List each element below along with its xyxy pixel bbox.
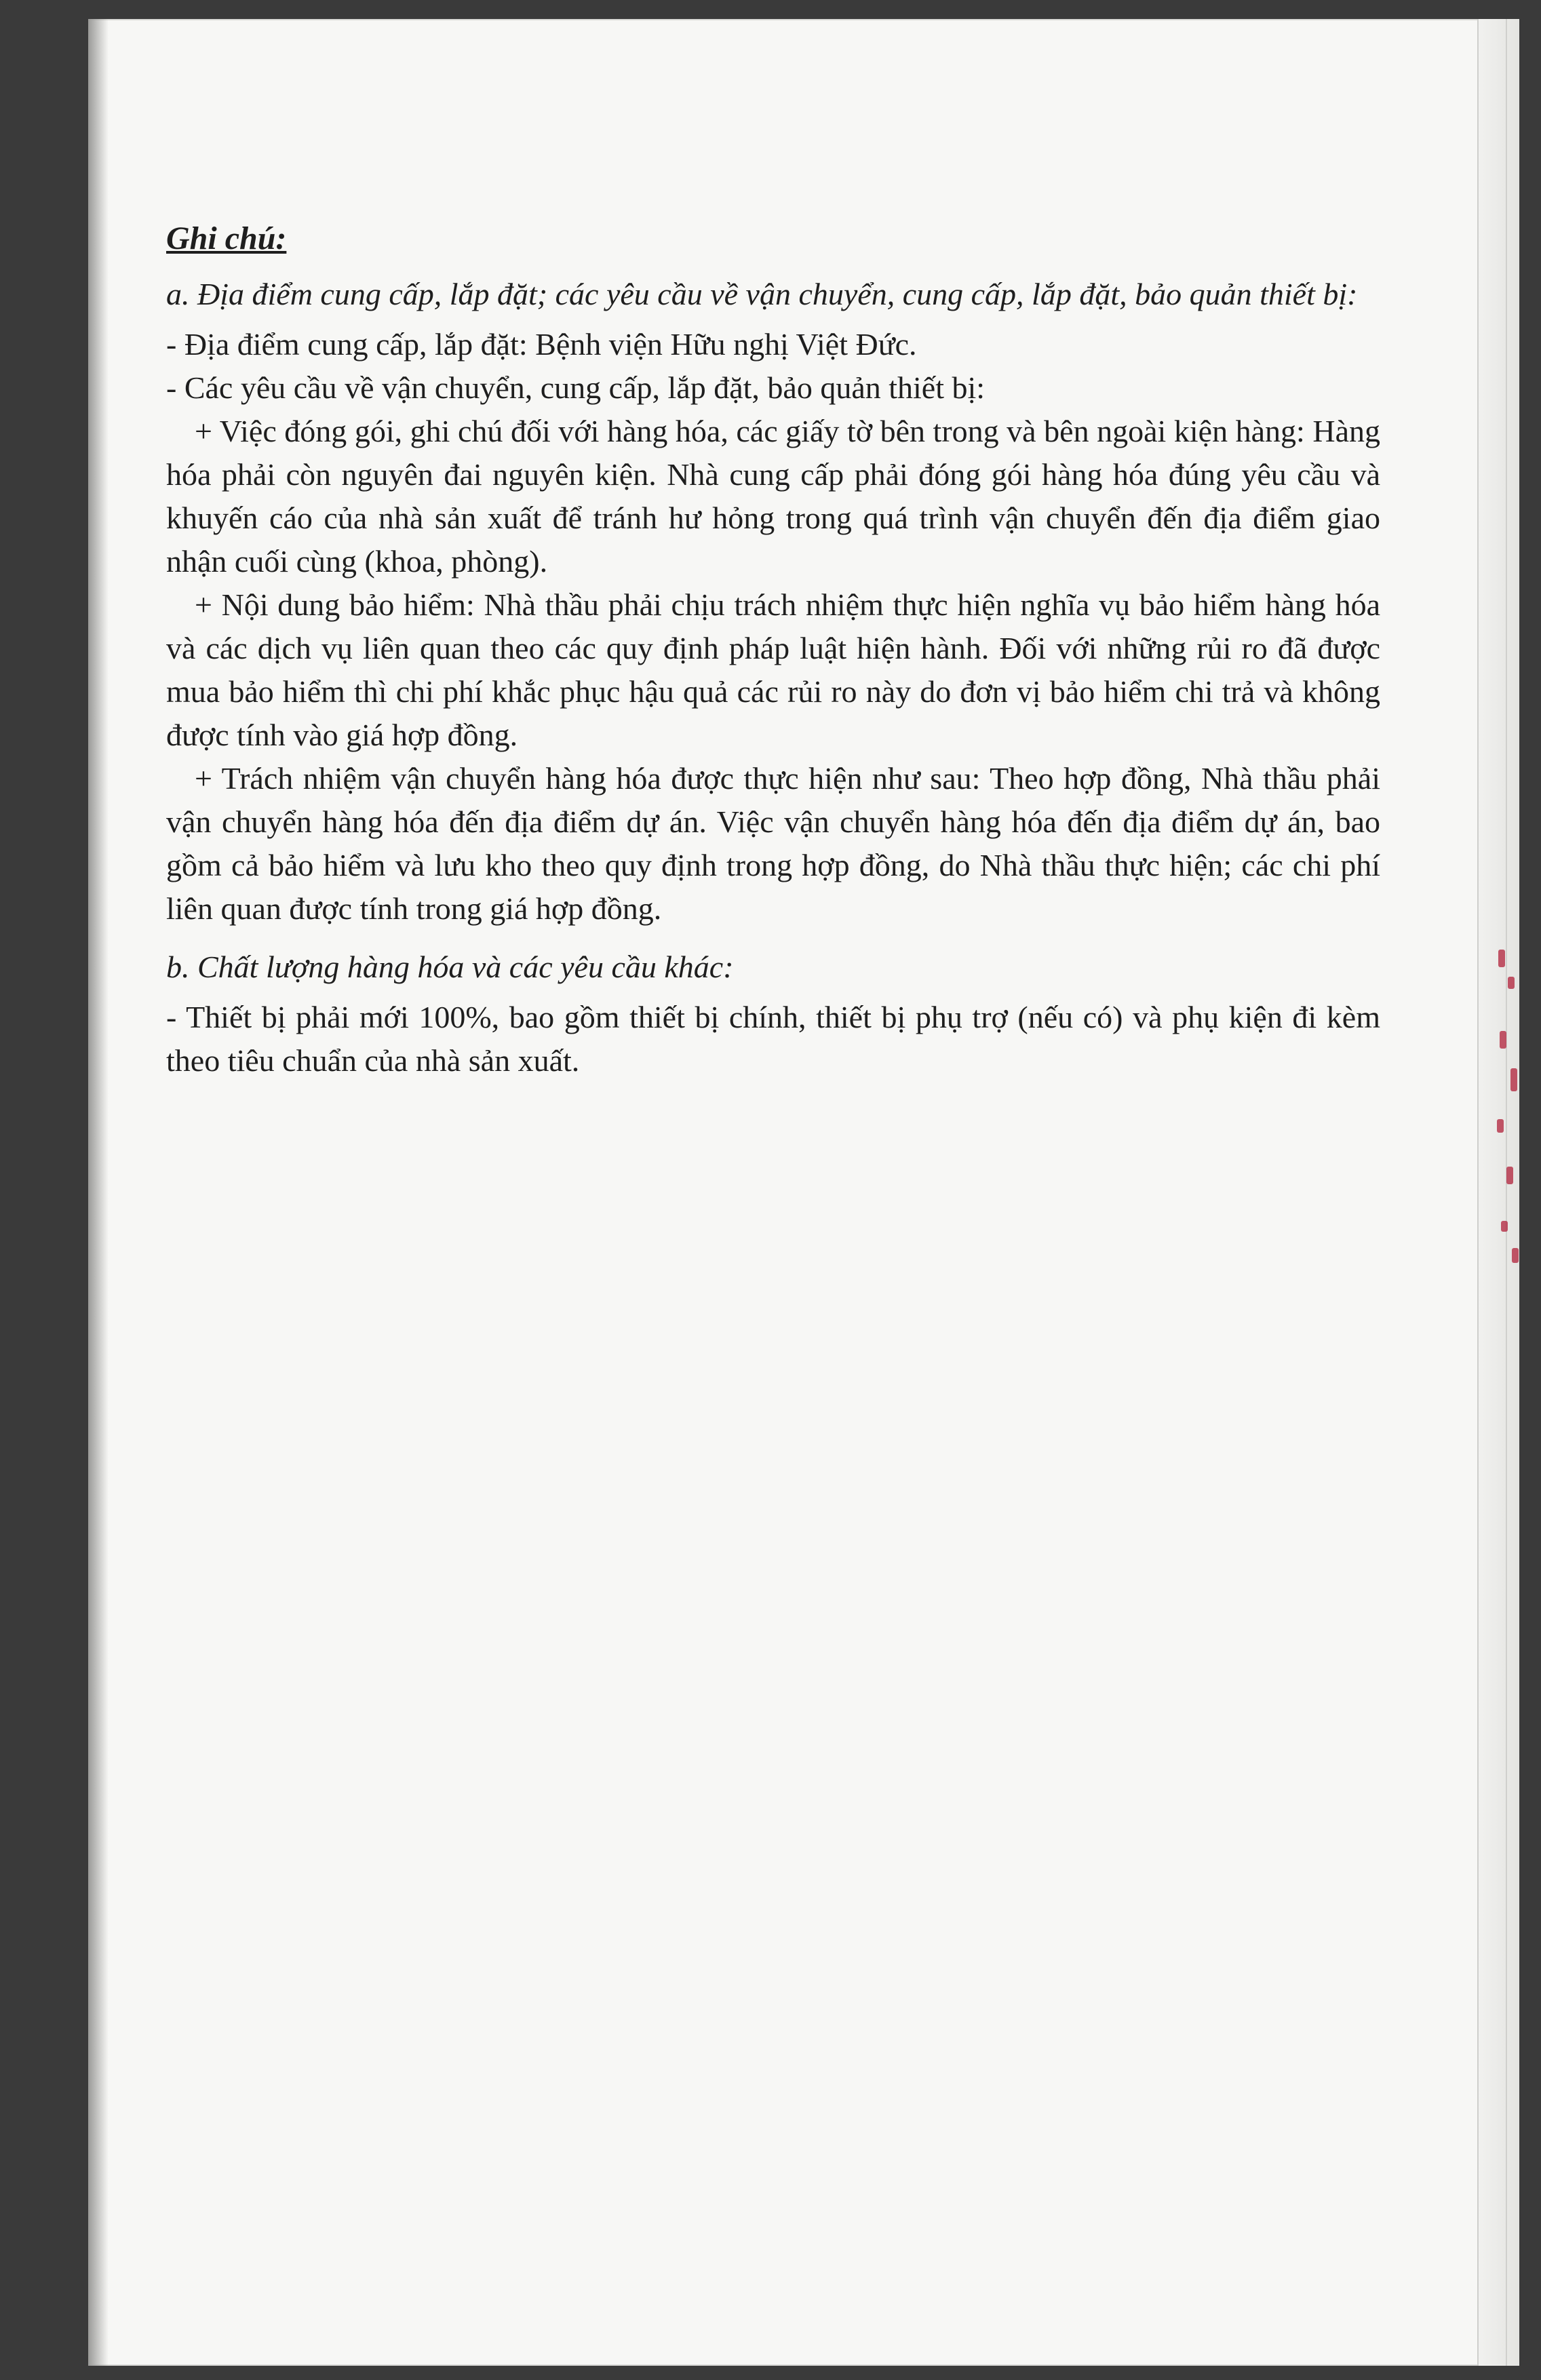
section-a-title: a. Địa điểm cung cấp, lắp đặt; các yêu cầu về vận chuyển, cung cấp, lắp đặt, bảo quản thiết bị:: [166, 277, 1358, 311]
binding-shadow: [88, 19, 109, 2366]
document-body: [166, 217, 1380, 1082]
quality-paragraph: - Thiết bị phải mới 100%, bao gồm thiết bị chính, thiết bị phụ trợ (nếu có) và phụ kiện đi kèm theo tiêu chuẩn của nhà sản xuất.: [166, 1000, 1380, 1078]
location-line: - Địa điểm cung cấp, lắp đặt: Bệnh viện Hữu nghị Việt Đức.: [166, 327, 917, 362]
insurance-paragraph: + Nội dung bảo hiểm: Nhà thầu phải chịu trách nhiệm thực hiện nghĩa vụ bảo hiểm hàng hóa và các dịch vụ liên quan theo các quy định pháp luật hiện hành. Đối với những rủi ro đã được mua bảo hiểm thì chi phí khắc phục hậu quả các rủi ro này do đơn vị bảo hiểm chi trả và không được tính vào giá hợp đồng.: [166, 587, 1380, 752]
section-b-title: b. Chất lượng hàng hóa và các yêu cầu khác:: [166, 950, 734, 984]
packing-paragraph: + Việc đóng gói, ghi chú đối với hàng hóa, các giấy tờ bên trong và bên ngoài kiện hàng: Hàng hóa phải còn nguyên đai nguyên kiện. Nhà cung cấp phải đóng gói hàng hóa đúng yêu cầu và khuyến cáo của nhà sản xuất để tránh hư hỏng trong quá trình vận chuyển đến địa điểm giao nhận cuối cùng (khoa, phòng).: [166, 414, 1380, 579]
notes-heading: Ghi chú:: [166, 220, 287, 256]
red-stamp-marks: [1496, 950, 1523, 1275]
transport-paragraph: + Trách nhiệm vận chuyển hàng hóa được thực hiện như sau: Theo hợp đồng, Nhà thầu phải vận chuyển hàng hóa đến địa điểm dự án. Việc vận chuyển hàng hóa đến địa điểm dự án, bao gồm cả bảo hiểm và lưu kho theo quy định trong hợp đồng, do Nhà thầu thực hiện; các chi phí liên quan được tính trong giá hợp đồng.: [166, 761, 1380, 926]
requirements-line: - Các yêu cầu về vận chuyển, cung cấp, lắp đặt, bảo quản thiết bị:: [166, 370, 986, 405]
